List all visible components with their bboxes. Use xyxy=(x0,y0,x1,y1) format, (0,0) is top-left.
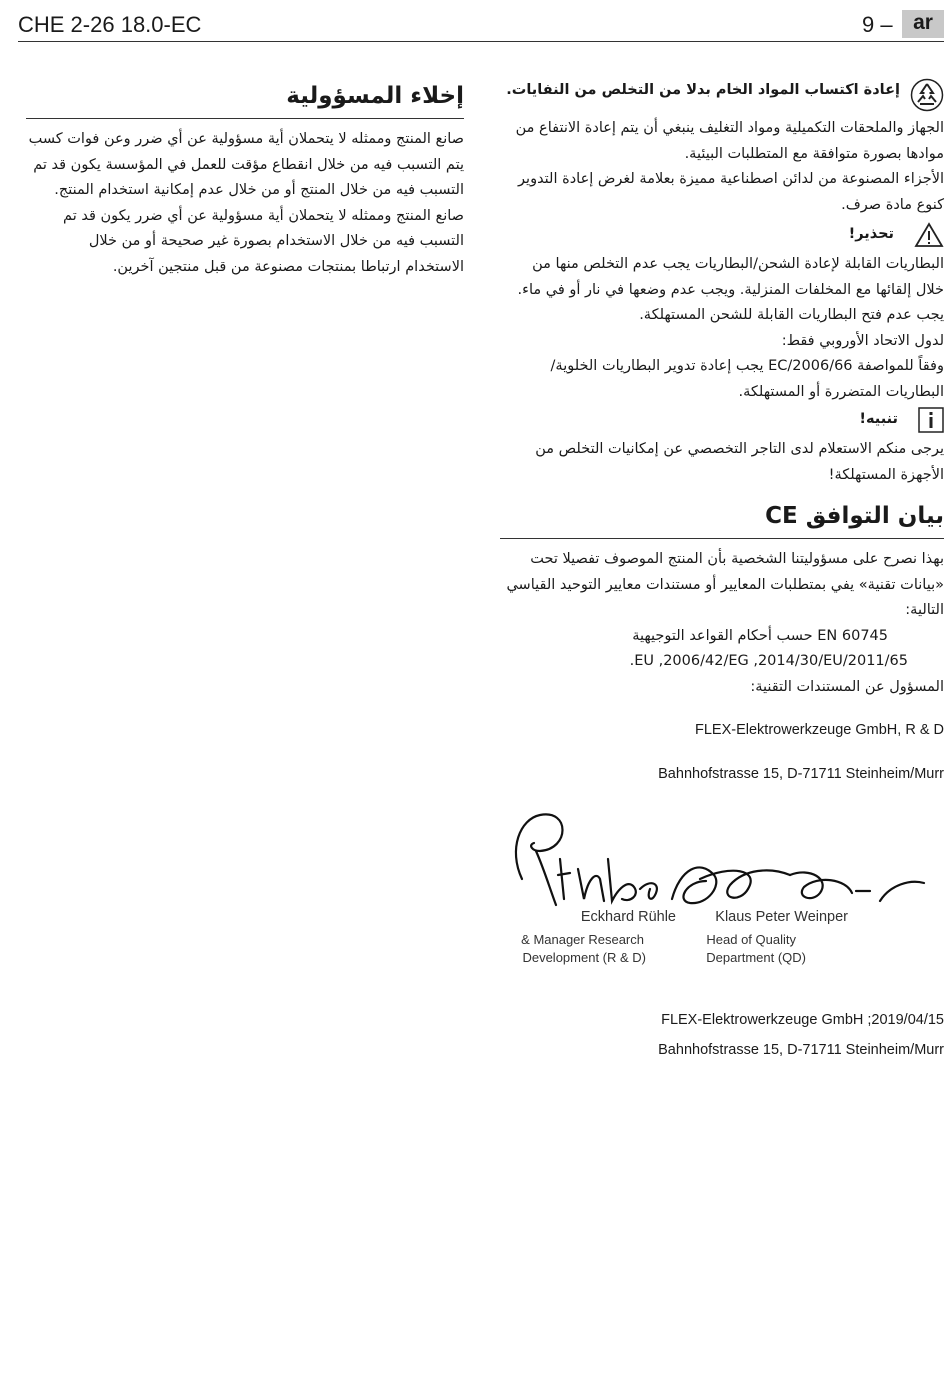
header-divider xyxy=(18,41,944,42)
footer-company-date: FLEX-Elektrowerkzeuge GmbH ;2019/04/15 xyxy=(661,1012,944,1028)
signatory-names xyxy=(500,909,944,979)
ce-divider xyxy=(500,538,944,539)
disclaimer-title: إخلاء المسؤولية xyxy=(286,83,464,109)
signatory-1-role-line-1: Manager Research & xyxy=(521,932,644,947)
ce-standard-2: 2011/65/EU ,2006/42/EG ,2014/30/EU. xyxy=(629,653,908,669)
warning-paragraph-1: البطاريات القابلة لإعادة الشحن/البطاريات يجب عدم التخلص منها من خلال إلقائها مع المخلفات المنزلية. ويجب عدم وضعها في نار أو في ماء. يجب عدم فتح البطاريات القابلة للشحن المستهلكة. xyxy=(517,256,944,323)
handwritten-signatures xyxy=(500,809,944,909)
note-paragraph: يرجى منكم الاستعلام لدى التاجر التخصصي عن إمكانيات التخلص من الأجهزة المستهلكة! xyxy=(535,441,944,483)
recycling-paragraph-1: الجهاز والملحقات التكميلية ومواد التغليف ينبغي أن يتم إعادة الانتفاع من موادها بصورة متوافقة مع المتطلبات البيئية. xyxy=(515,120,944,162)
page-number: 9 – xyxy=(862,12,893,37)
disclaimer-paragraph-2: صانع المنتج وممثله لا يتحملان أية مسؤولية عن أي ضرر يكون قد تم التسبب فيه من خلال الاستخدام بصورة غير صحيحة أو من خلال الاستخدام ارتباطا بمنتجات مصنوعة من قبل منتجين آخرين. xyxy=(63,207,464,275)
disclaimer-divider xyxy=(26,118,464,119)
ce-title: بيان التوافق CE xyxy=(765,503,944,529)
recycling-icon xyxy=(910,78,944,116)
warning-paragraph-3: وفقاً للمواصفة 2006/66/EC يجب إعادة تدوير البطاريات الخلوية/البطاريات المتضررة أو المستهلكة. xyxy=(550,358,944,400)
signatory-2-role-line-2: Department (QD) xyxy=(706,950,806,965)
right-column xyxy=(500,78,944,1065)
footer-address: Bahnhofstrasse 15, D-71711 Steinheim/Murr xyxy=(658,1042,944,1058)
language-badge: ar xyxy=(902,10,944,38)
left-column xyxy=(26,78,464,280)
ce-company: FLEX-Elektrowerkzeuge GmbH, R & D xyxy=(695,721,944,738)
warning-title: تحذير! xyxy=(848,226,894,242)
warning-icon xyxy=(914,222,944,252)
ce-standard-1: EN 60745 حسب أحكام القواعد التوجيهية xyxy=(632,627,888,644)
signatory-1-name: Eckhard Rühle xyxy=(580,909,676,925)
recycling-title: إعادة اكتساب المواد الخام بدلا من التخلص من النفايات. xyxy=(506,82,900,98)
signatory-2-role-line-1: Head of Quality xyxy=(706,932,796,947)
ce-paragraph: بهذا نصرح على مسؤوليتنا الشخصية بأن المنتج الموصوف تفصيلا تحت «بيانات تقنية» يفي بمتطلبات المعايير أو مستندات معايير التوحيد القياسي التالية: xyxy=(506,551,944,618)
signatory-1-role-line-2: Development (R & D) xyxy=(522,950,646,965)
disclaimer-paragraph-1: صانع المنتج وممثله لا يتحملان أية مسؤولية عن أي ضرر وعن فوات كسب يتم التسبب فيه من خلال انقطاع مؤقت للعمل في المؤسسة يكون قد تم التسبب فيه من خلال المنتج أو من خلال عدم إمكانية استخدام المنتج. xyxy=(28,131,464,198)
recycling-section xyxy=(500,78,944,116)
signatures xyxy=(500,809,944,909)
warning-paragraph-2: لدول الاتحاد الأوروبي فقط: xyxy=(781,332,944,349)
info-icon xyxy=(918,407,944,437)
document-title: CHE 2-26 18.0-EC xyxy=(18,12,202,37)
recycling-paragraph-2: الأجزاء المصنوعة من لدائن اصطناعية مميزة بعلامة لغرض إعادة التدوير كنوع مادة صرف. xyxy=(518,171,944,213)
warning-heading xyxy=(500,222,944,252)
ce-address: Bahnhofstrasse 15, D-71711 Steinheim/Murr xyxy=(658,766,944,782)
note-heading xyxy=(500,407,944,437)
ce-responsible-label: المسؤول عن المستندات التقنية: xyxy=(750,678,944,695)
note-title: تنبيه! xyxy=(859,411,898,427)
signatory-2-name: Klaus Peter Weinper xyxy=(715,909,848,925)
footer-block xyxy=(500,1005,944,1065)
